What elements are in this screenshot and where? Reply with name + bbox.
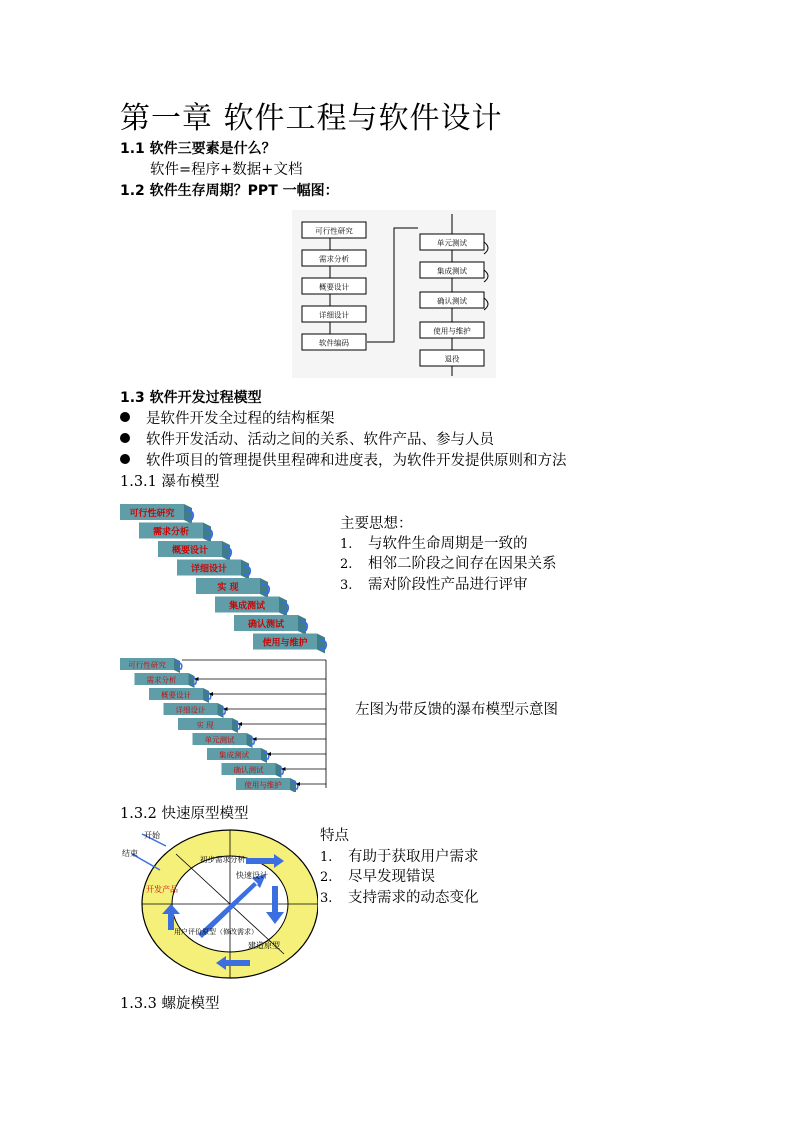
svg-text:详细设计: 详细设计	[319, 310, 349, 320]
waterfall-step	[234, 615, 307, 635]
feature-item: 1. 有助于获取用户需求	[320, 849, 479, 865]
bullet-item: 软件项目的管理提供里程碑和进度表，为软件开发提供原则和方法	[120, 451, 567, 471]
idea-item: 2. 相邻二阶段之间存在因果关系	[340, 556, 557, 572]
waterfall-heading: 1.3.1 瀑布模型	[120, 474, 220, 490]
prototype-diagram	[118, 826, 318, 990]
lifecycle-step	[302, 278, 366, 294]
feature-item: 3. 支持需求的动态变化	[320, 890, 479, 906]
svg-text:可行性研究: 可行性研究	[128, 660, 166, 670]
bullet-icon	[120, 412, 130, 422]
lifecycle-step	[302, 222, 366, 238]
svg-text:确认测试: 确认测试	[233, 765, 264, 775]
waterfall-step	[253, 634, 326, 654]
feedback-step	[178, 718, 240, 733]
end-label: 结束	[122, 849, 138, 858]
lifecycle-step	[420, 292, 484, 308]
waterfall-step	[215, 597, 288, 617]
svg-text:单元测试: 单元测试	[437, 238, 467, 248]
section-1-1-heading: 1.1 软件三要素是什么？	[120, 141, 276, 157]
svg-text:使用与维护: 使用与维护	[433, 326, 471, 336]
feedback-step	[120, 658, 182, 673]
feedback-step	[164, 703, 226, 718]
start-label: 开始	[144, 831, 160, 840]
svg-text:详细设计: 详细设计	[190, 564, 228, 575]
idea-item: 3. 需对阶段性产品进行评审	[340, 577, 528, 593]
svg-text:概要设计: 概要设计	[171, 546, 209, 556]
feedback-step	[135, 673, 197, 688]
feedback-step	[222, 763, 284, 778]
design-label: 快速设计	[236, 871, 268, 880]
lifecycle-step	[302, 306, 366, 322]
svg-text:集成测试: 集成测试	[219, 750, 249, 760]
svg-text:退役: 退役	[444, 354, 460, 364]
svg-text:概要设计: 概要设计	[161, 690, 191, 700]
svg-text:确认测试: 确认测试	[437, 296, 467, 306]
section-1-3-heading: 1.3 软件开发过程模型	[120, 390, 262, 406]
waterfall-step	[177, 560, 250, 580]
lifecycle-step	[420, 322, 484, 338]
build-label: 建造原型	[248, 941, 280, 950]
prototype-heading: 1.3.2 快速原型模型	[120, 806, 249, 822]
feedback-caption: 左图为带反馈的瀑布模型示意图	[355, 702, 558, 718]
lifecycle-step	[420, 350, 484, 366]
feedback-step	[149, 688, 211, 703]
svg-text:需求分析: 需求分析	[146, 675, 177, 685]
svg-text:单元测试: 单元测试	[204, 735, 235, 745]
waterfall-step	[120, 504, 193, 524]
waterfall-idea-title: 主要思想：	[340, 516, 413, 532]
svg-text:确认测试: 确认测试	[247, 620, 285, 630]
svg-text:使用与维护: 使用与维护	[244, 780, 282, 790]
feedback-step	[207, 748, 269, 763]
feedback-step	[236, 778, 298, 792]
svg-text:实 现: 实 现	[217, 583, 239, 593]
lifecycle-step	[302, 334, 366, 350]
bullet-icon	[120, 433, 130, 443]
waterfall-step	[196, 578, 269, 598]
svg-text:软件编码: 软件编码	[319, 338, 349, 348]
bullet-item: 软件开发活动、活动之间的关系、软件产品、参与人员	[120, 430, 494, 450]
svg-text:实 现: 实 现	[196, 720, 214, 730]
waterfall-step	[139, 523, 212, 543]
product-label: 开发产品	[146, 885, 178, 894]
eval-label: 用户评价原型（修改需求）	[174, 928, 258, 936]
lifecycle-step	[302, 250, 366, 266]
spiral-heading: 1.3.3 螺旋模型	[120, 996, 220, 1012]
svg-text:需求分析: 需求分析	[319, 254, 349, 264]
svg-text:可行性研究: 可行性研究	[129, 509, 175, 519]
svg-text:需求分析: 需求分析	[152, 527, 190, 538]
lifecycle-step	[420, 262, 484, 278]
svg-text:可行性研究: 可行性研究	[315, 226, 353, 236]
req-label: 初步需求分析	[200, 855, 245, 864]
feedback-waterfall-diagram	[118, 656, 333, 792]
lifecycle-diagram	[292, 210, 496, 378]
feedback-step	[193, 733, 255, 748]
waterfall-diagram	[118, 502, 333, 654]
page-title: 第一章 软件工程与软件设计	[120, 101, 503, 136]
waterfall-step	[158, 541, 231, 561]
svg-text:概要设计: 概要设计	[319, 282, 349, 292]
feature-item: 2. 尽早发现错误	[320, 869, 435, 885]
svg-text:集成测试: 集成测试	[228, 601, 266, 612]
svg-text:详细设计: 详细设计	[175, 705, 206, 715]
section-1-2-heading: 1.2 软件生存周期？PPT 一幅图：	[120, 183, 339, 199]
svg-text:集成测试: 集成测试	[437, 266, 467, 276]
idea-item: 1. 与软件生命周期是一致的	[340, 536, 528, 552]
bullet-icon	[120, 454, 130, 464]
lifecycle-step	[420, 234, 484, 250]
bullet-item: 是软件开发全过程的结构框架	[120, 409, 335, 429]
software-elements-text: 软件=程序+数据+文档	[150, 162, 303, 178]
feature-title: 特点	[320, 828, 349, 844]
svg-text:使用与维护: 使用与维护	[262, 638, 308, 649]
